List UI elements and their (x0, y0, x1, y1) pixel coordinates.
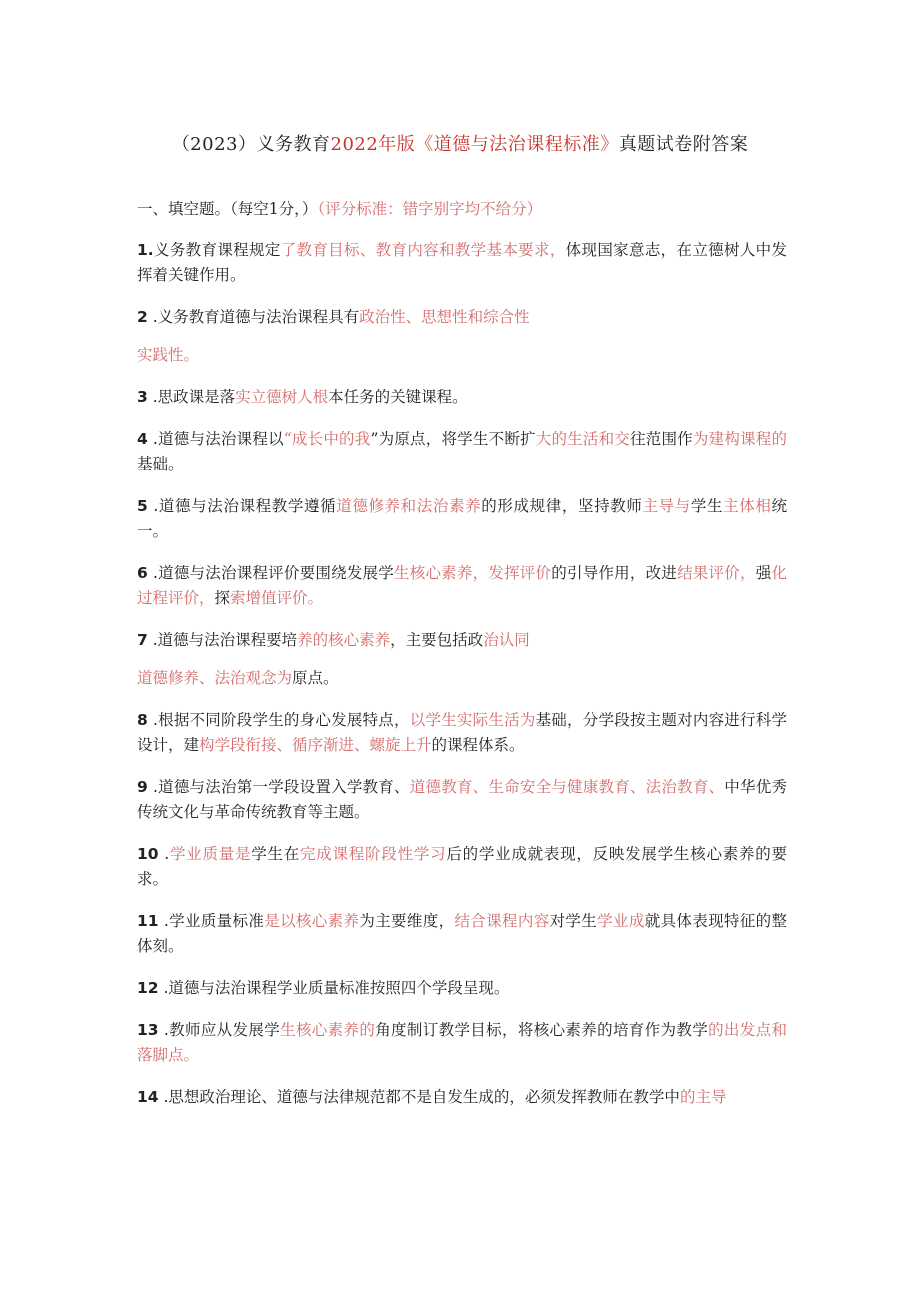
question-item (137, 909, 787, 959)
question-answer: 养的核心素养 (297, 631, 391, 649)
question-answer: 结合课程内容 (454, 912, 550, 930)
question-text: .道德与法治课程教学遵循 (147, 497, 337, 515)
question-text: 对学生 (549, 912, 598, 930)
question-answer: 生核心素养，发挥评价 (394, 564, 552, 582)
question-text: .根据不同阶段学生的身心发展特点， (147, 711, 410, 729)
question-text: .道德与法治课程要培 (147, 631, 298, 649)
question-text: 体现国家意志，在立德树人中发挥着关键作用。 (137, 241, 787, 284)
question-text: .教师应从发展学 (158, 1021, 281, 1039)
question-text: 强 (755, 564, 772, 582)
question-answer: 结果评价， (677, 564, 756, 582)
question-item (137, 305, 787, 330)
question-number: 11 (137, 912, 159, 930)
question-text: 的引导作用，改进 (551, 564, 678, 582)
question-item (137, 385, 787, 410)
question-answer: 化过程评价， (137, 564, 787, 607)
question-text: .思想政治理论、道德与法律规范都不是自发生成的，必须发挥教师在教学中 (158, 1088, 680, 1106)
question-text: 往范围作 (630, 430, 693, 448)
question-text: 学生 (690, 497, 724, 515)
question-text: .道德与法治课程以 (147, 430, 284, 448)
question-number: 9 (137, 778, 148, 796)
question-text: 基础。 (137, 455, 184, 473)
question-text: 统一。 (137, 497, 787, 540)
question-item (137, 1018, 787, 1068)
question-text: 的形成规律，坚持教师 (481, 497, 643, 515)
question-number: 5 (137, 497, 148, 515)
question-text: 就具体表现特征的整体刻。 (137, 912, 787, 955)
question-text: ”为原点，将学生不断扩 (370, 430, 536, 448)
question-answer: 大的生活和交 (535, 430, 631, 448)
question-text: .学业质量标准 (158, 912, 265, 930)
question-text: 义务教育课程规定 (153, 241, 281, 259)
question-number: 12 (137, 979, 159, 997)
question-item (137, 628, 787, 653)
section-answer: （评分标准：错字别字均不给分） (317, 200, 543, 218)
question-answer: 是以核心素养 (264, 912, 360, 930)
section-text: 一、填空题。（每空1分，） (137, 200, 318, 218)
question-item (137, 494, 787, 544)
question-continuation (137, 343, 787, 368)
question-text: 中华优秀传统文化与革命传统教育等主题。 (137, 778, 787, 821)
question-item (137, 238, 787, 288)
question-text: 的课程体系。 (431, 736, 525, 754)
question-number: 1. (137, 241, 154, 259)
document-body (137, 196, 787, 1127)
question-answer: 道德修养、法治观念为 (137, 669, 293, 687)
question-answer: 以学生实际生活为 (409, 711, 536, 729)
question-number: 2 (137, 308, 148, 326)
section-header (137, 196, 787, 222)
question-text: 角度制订教学目标，将核心素养的培育作为教学 (375, 1021, 709, 1039)
question-answer: 了教育目标、教育内容和教学基本要求， (280, 241, 566, 259)
question-text: .道德与法治课程评价要围绕发展学 (147, 564, 394, 582)
question-item (137, 976, 787, 1001)
question-answer: 实践性。 (137, 346, 200, 364)
question-text: .义务教育道德与法治课程具有 (147, 308, 360, 326)
question-answer: 的出发点和落脚点。 (137, 1021, 787, 1064)
question-number: 10 (137, 845, 159, 863)
question-item (137, 561, 787, 611)
title-answer: 2022年版《道德与法治课程标准》 (330, 134, 619, 155)
question-answer: 构学段衔接、循序渐进、螺旋上升 (199, 736, 432, 754)
question-text: .道德与法治第一学段设置入学教育、 (147, 778, 410, 796)
question-answer: 学业成 (597, 912, 645, 930)
question-answer: “成长中的我 (283, 430, 371, 448)
question-text: 基础，分学段按主题对内容进行科学设计，建 (137, 711, 787, 754)
question-item (137, 1085, 787, 1110)
question-text: 学生在 (251, 845, 301, 863)
question-item (137, 427, 787, 477)
question-answer: 为建构课程的 (692, 430, 787, 448)
question-answer: 治认同 (483, 631, 530, 649)
question-answer: 主导与 (642, 497, 691, 515)
question-answer: 生核心素养的 (280, 1021, 376, 1039)
question-number: 7 (137, 631, 148, 649)
question-answer: 完成课程阶段性学习 (300, 845, 447, 863)
question-answer: 道德教育、生命安全与健康教育、法治教育、 (409, 778, 725, 796)
question-text: 原点。 (292, 669, 339, 687)
question-number: 3 (137, 388, 148, 406)
question-answer: 主体相 (723, 497, 772, 515)
question-item (137, 842, 787, 892)
question-continuation (137, 666, 787, 691)
document-title (0, 130, 920, 156)
question-answer: 的主导 (679, 1088, 727, 1106)
question-number: 8 (137, 711, 148, 729)
question-number: 4 (137, 430, 148, 448)
question-item (137, 708, 787, 758)
question-text: 探 (214, 589, 231, 607)
title-text: 真题试卷附答案 (618, 134, 749, 155)
title-text: （2023）义务教育 (171, 134, 331, 155)
question-item (137, 775, 787, 825)
question-answer: 学业质量是 (169, 845, 252, 863)
question-text: 本任务的关键课程。 (328, 388, 468, 406)
question-answer: 政治性、思想性和综合性 (359, 308, 530, 326)
question-answer: 实立德树人根 (235, 388, 329, 406)
question-text: ，主要包括政 (390, 631, 484, 649)
question-number: 13 (137, 1021, 159, 1039)
question-answer: 索增值评价。 (230, 589, 324, 607)
question-number: 14 (137, 1088, 159, 1106)
question-text: 为主要维度， (359, 912, 455, 930)
question-text: .思政课是落 (147, 388, 236, 406)
question-text: .道德与法治课程学业质量标准按照四个学段呈现。 (158, 979, 510, 997)
question-text: . (158, 845, 170, 863)
question-list (137, 238, 787, 1110)
question-text: 后的学业成就表现，反映发展学生核心素养的要求。 (137, 845, 787, 888)
question-number: 6 (137, 564, 148, 582)
question-answer: 道德修养和法治素养 (336, 497, 482, 515)
